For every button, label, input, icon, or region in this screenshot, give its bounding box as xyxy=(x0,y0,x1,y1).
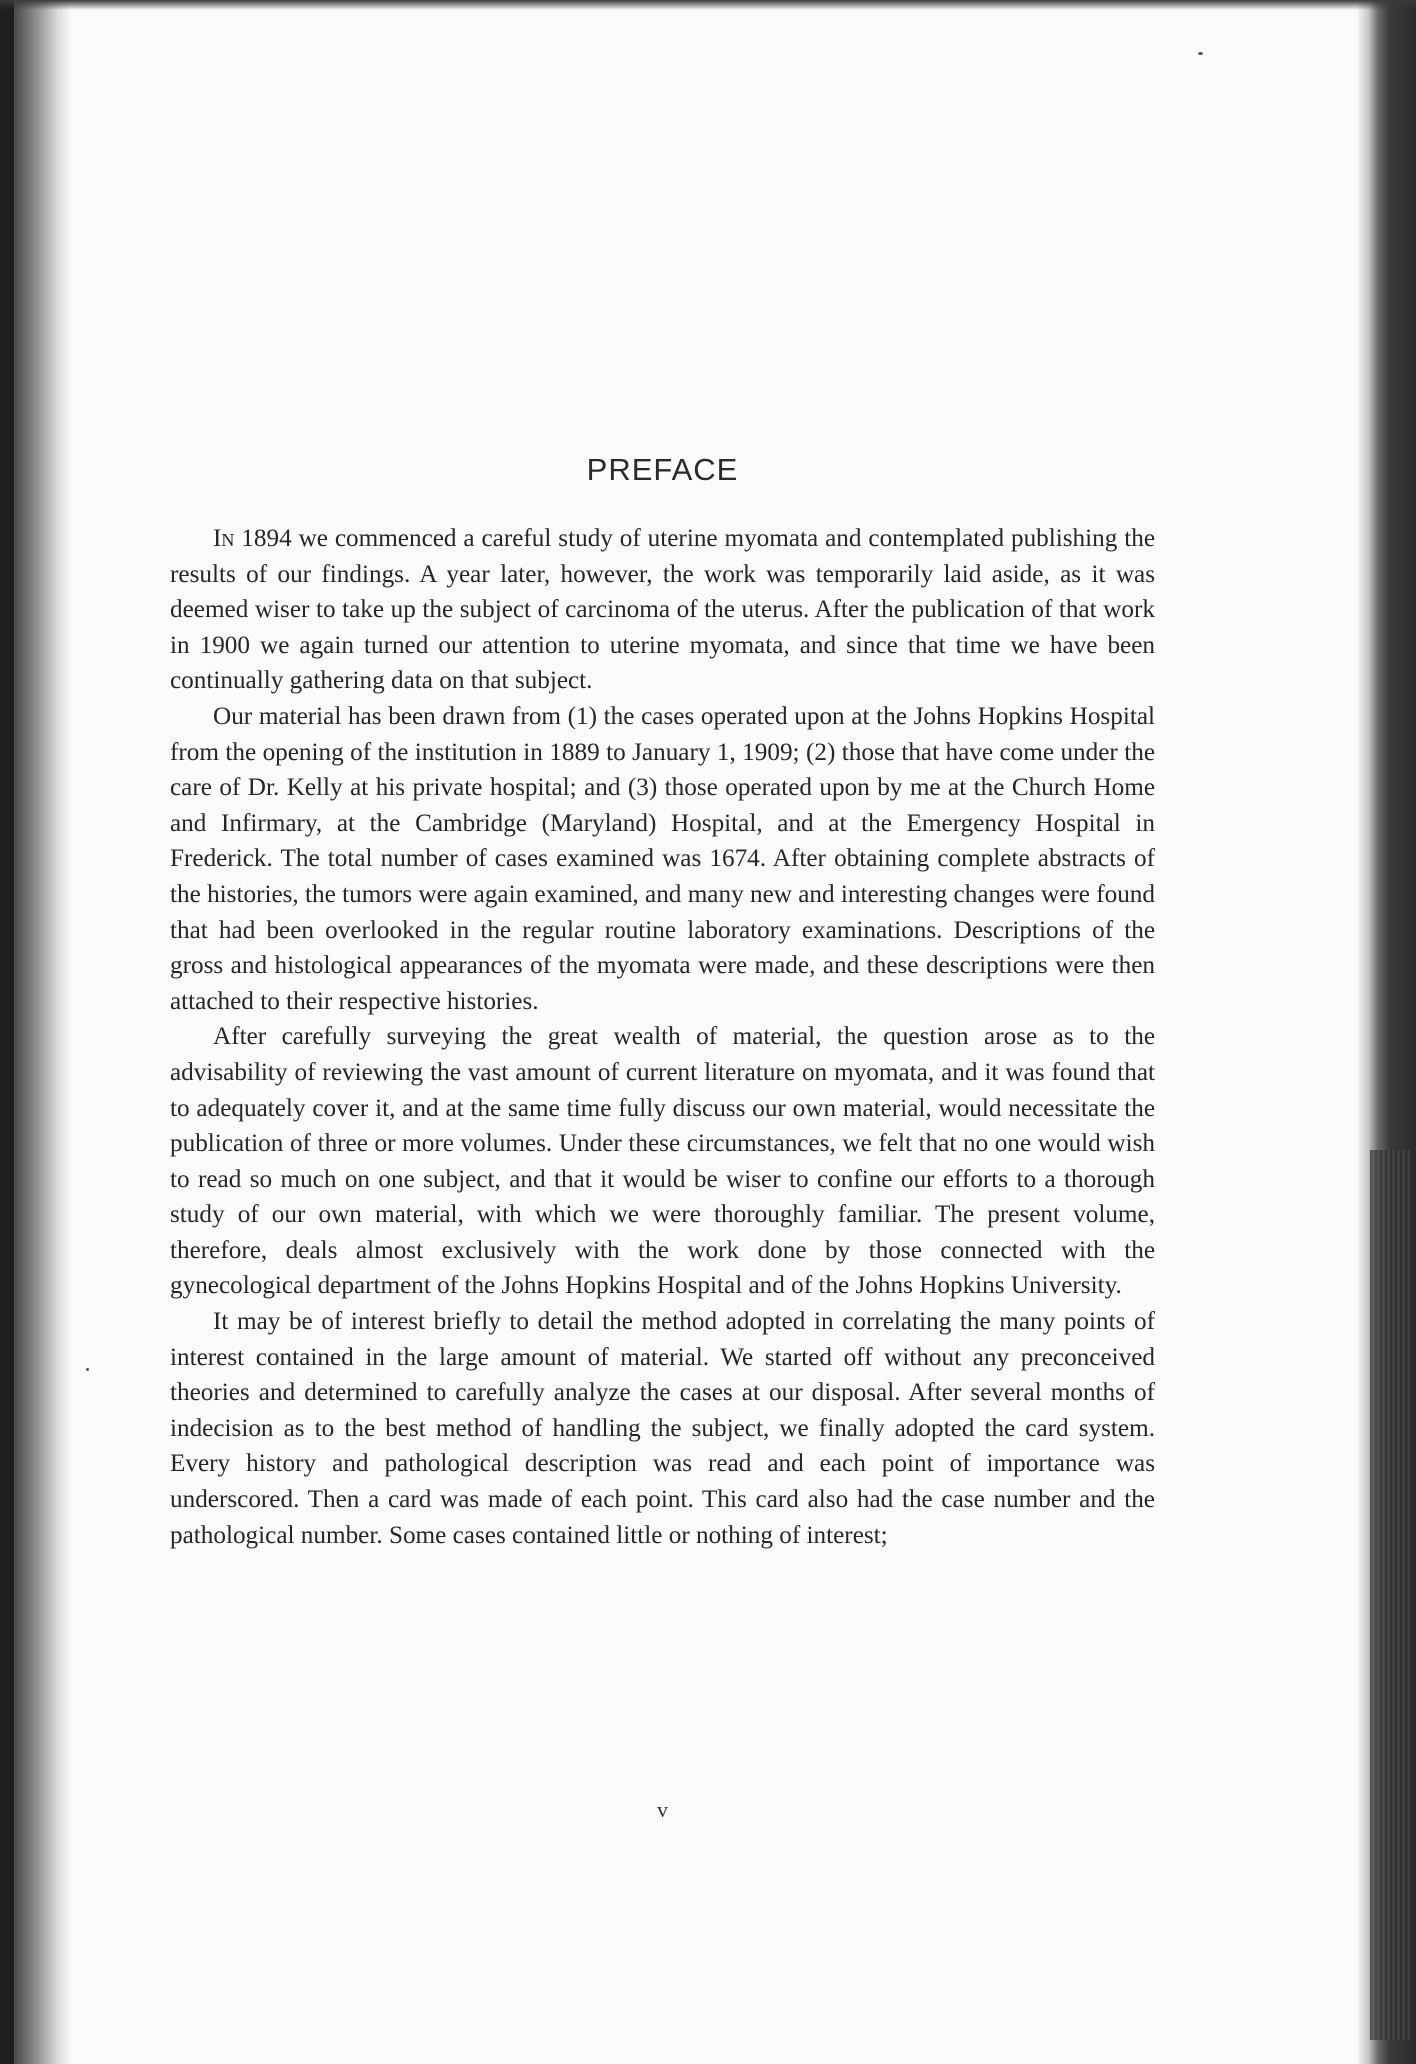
book-page-edge-lines xyxy=(1370,1150,1410,2040)
paragraph-1 xyxy=(170,521,1155,699)
book-page xyxy=(170,0,1155,2064)
paragraph-1-first-word: In xyxy=(213,525,235,552)
paragraph-2-text: Our material has been drawn from (1) the cases operated upon at the Johns Hopkins Hospital from the opening of the institution in 1889 to January 1, 1909; (2) those that have come under the care of Dr. Kelly at his private hospital; and (3) those operated upon by me at the Church Home and Infirmary, at the Cambridge (Maryland) Hospital, and at the Emergency Hospital in Frederick. The total number of cases examined was 1674. After obtaining complete abstracts of the histories, the tumors were again examined, and many new and interesting changes were found that had been overlooked in the regular routine laboratory examinations. Descriptions of the gross and histological appearances of the myomata were made, and these descriptions were then attached to their respective histories. xyxy=(170,702,1155,1015)
paragraph-3-text: After carefully surveying the great wealth of material, the question arose as to the advisability of reviewing the vast amount of current literature on myomata, and it was found that to adequately cover it, and at the same time fully discuss our own material, would necessitate the publication of three or more volumes. Under these circumstances, we felt that no one would wish to read so much on one subject, and that it would be wiser to confine our efforts to a thorough study of our own material, with which we were thoroughly familiar. The present volume, therefore, deals almost exclusively with the work done by those connected with the gynecological department of the Johns Hopkins Hospital and of the Johns Hopkins University. xyxy=(170,1023,1155,1300)
paragraph-1-text: 1894 we commenced a careful study of uterine myomata and contemplated publishing the results of our findings. A year later, however, the work was temporarily laid aside, as it was deemed wiser to take up the subject of carcinoma of the uterus. After the publication of that work in 1900 we again turned our attention to uterine myomata, and since that time we have been continually gathering data on that subject. xyxy=(170,525,1155,695)
paragraph-2 xyxy=(170,699,1155,1019)
page-title: PREFACE xyxy=(586,452,739,487)
paragraph-3 xyxy=(170,1019,1155,1304)
preface-body xyxy=(170,521,1155,1553)
scan-gutter-edge xyxy=(0,0,14,2064)
page-number: v xyxy=(657,1797,668,1822)
paragraph-4-text: It may be of interest briefly to detail the method adopted in correlating the many points of interest contained in the large amount of material. We started off without any preconceived theories and determined to carefully analyze the cases at our disposal. After several months of indecision as to the best method of handling the subject, we finally adopted the card system. Every history and pathological description was read and each point of importance was underscored. Then a card was made of each point. This card also had the case number and the pathological number. Some cases contained little or nothing of interest; xyxy=(170,1308,1155,1549)
dust-speck xyxy=(86,1368,89,1371)
paragraph-4 xyxy=(170,1304,1155,1553)
dust-speck xyxy=(1198,52,1203,55)
